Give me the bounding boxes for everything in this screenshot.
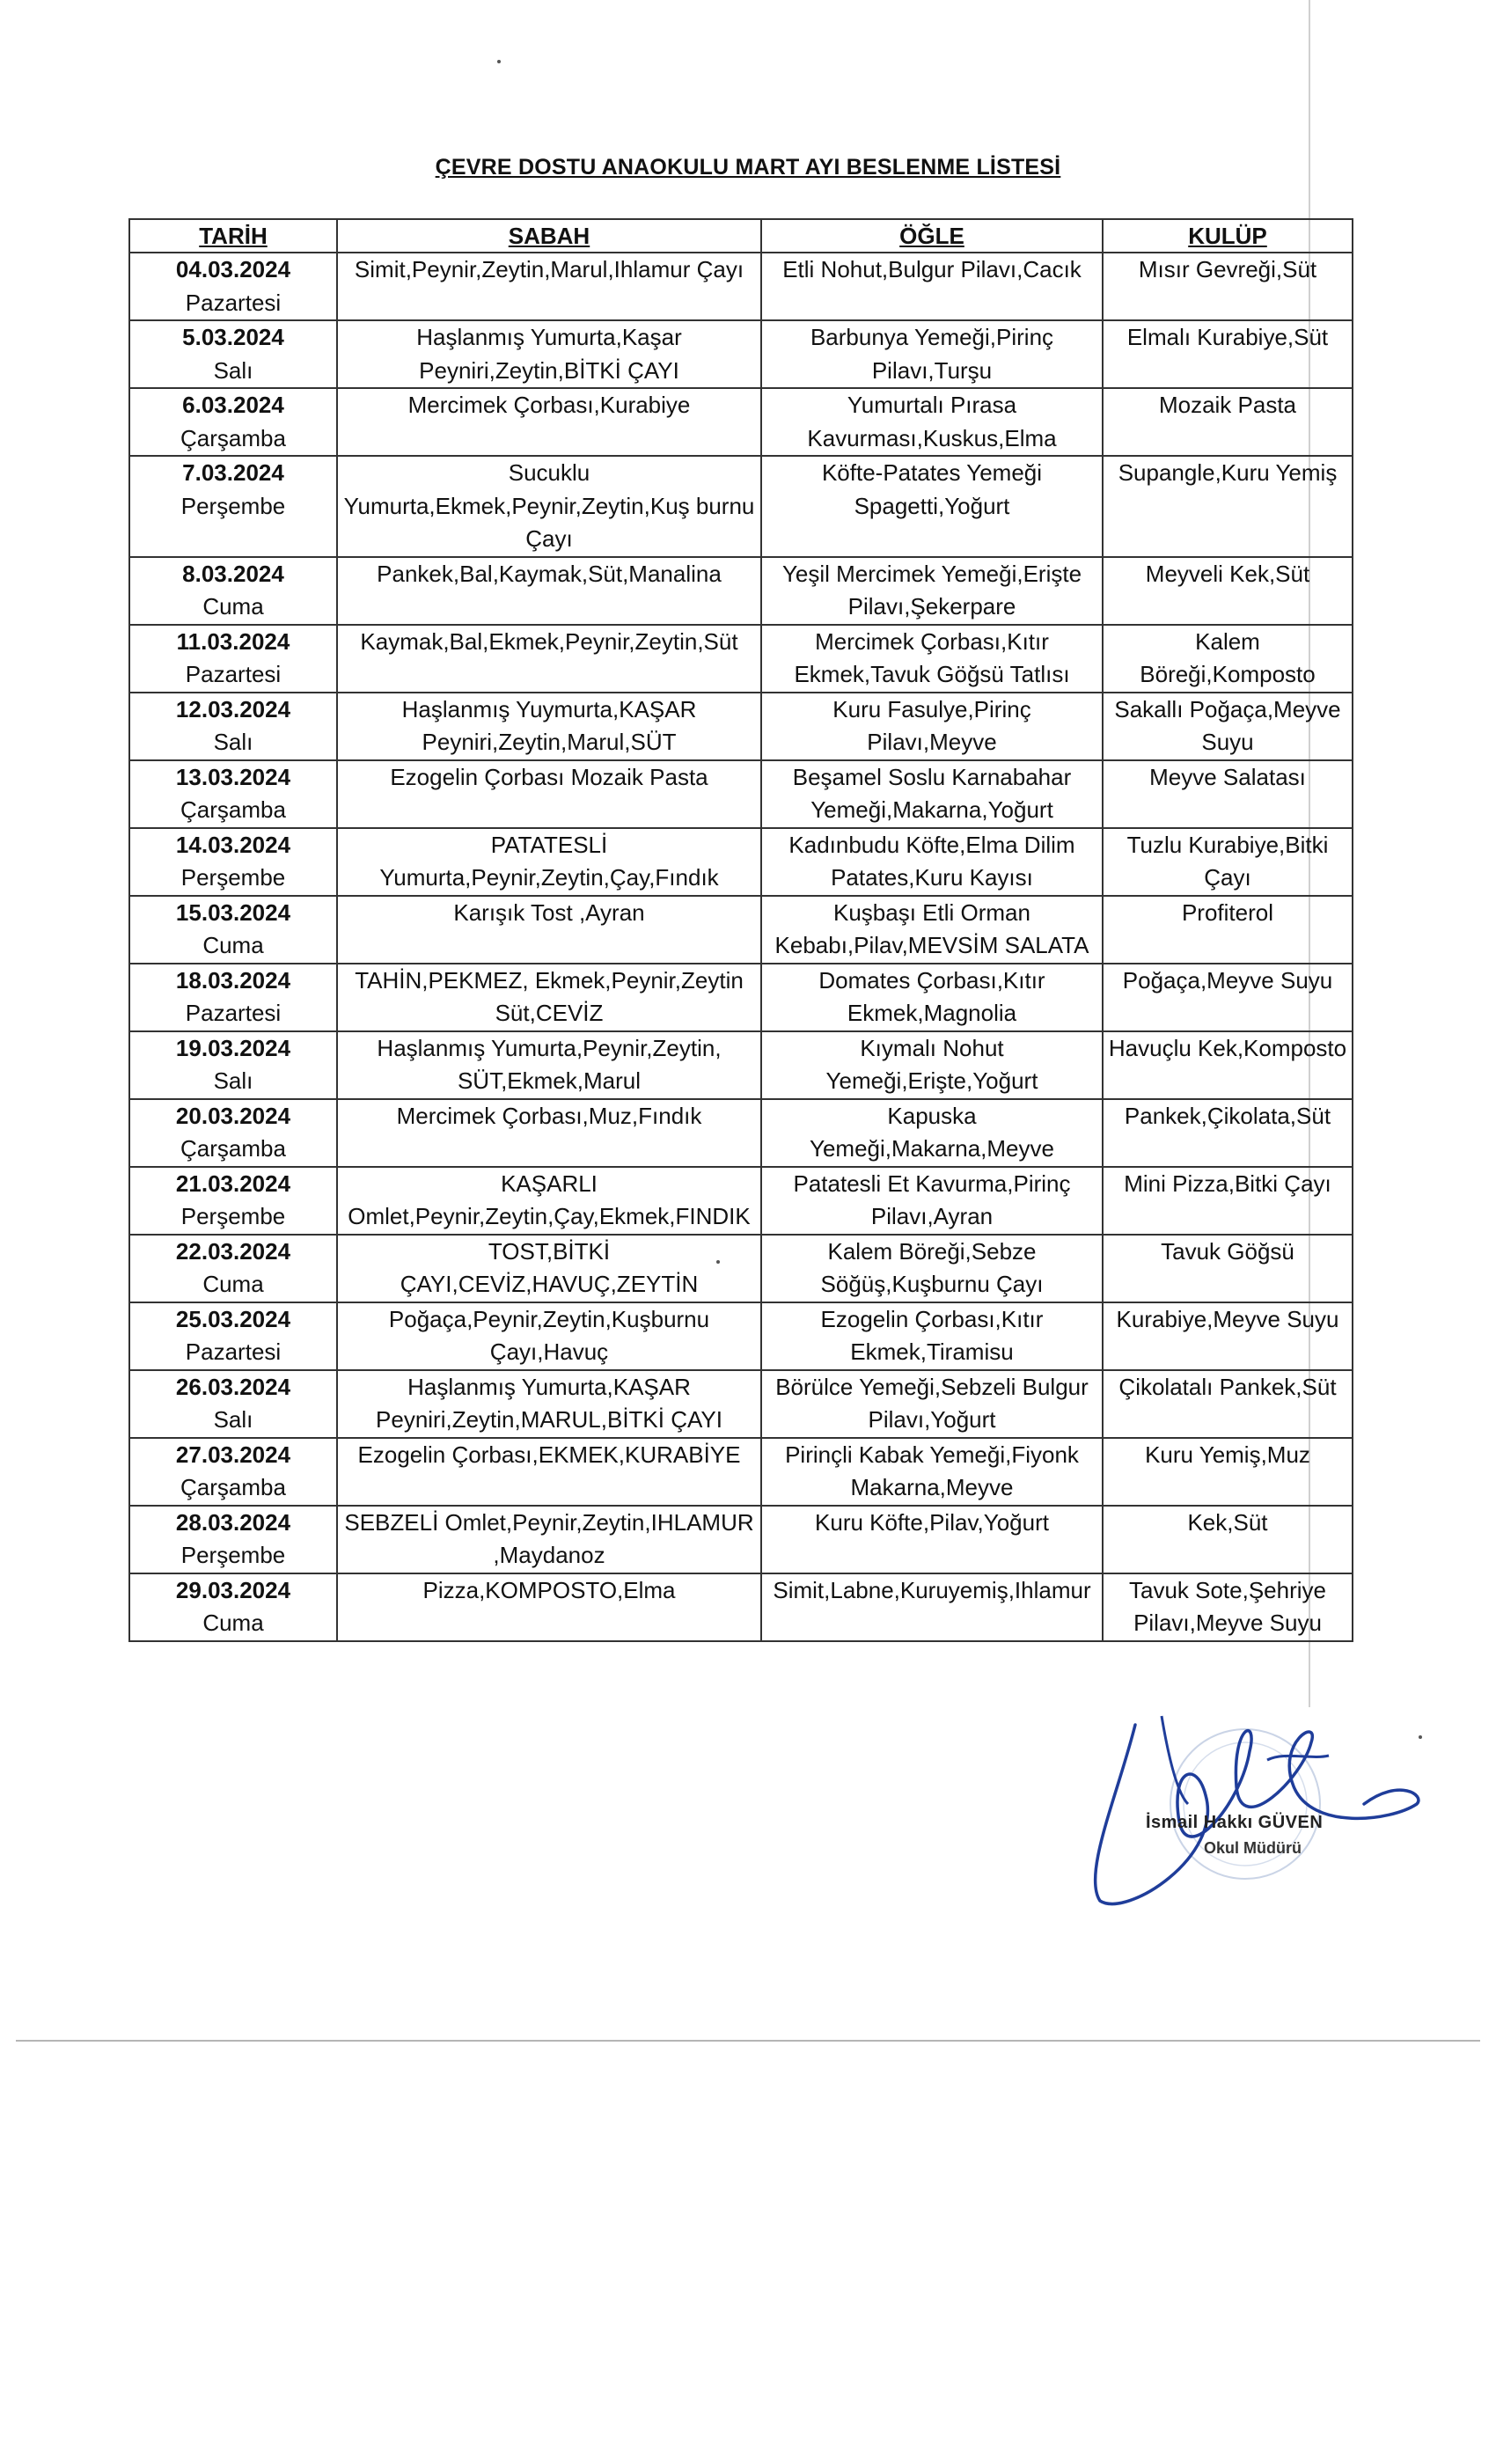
date-value: 6.03.2024 [182, 392, 284, 418]
lunch-cell: Kadınbudu Köfte,Elma Dilim Patates,Kuru Kayısı [761, 828, 1103, 896]
lunch-cell: Ezogelin Çorbası,Kıtır Ekmek,Tiramisu [761, 1302, 1103, 1370]
header-sabah: SABAH [337, 219, 761, 253]
table-row [129, 964, 1353, 1031]
header-kulup: KULÜP [1103, 219, 1353, 253]
lunch-cell: Kuşbaşı Etli Orman Kebabı,Pilav,MEVSİM SALATA [761, 896, 1103, 964]
breakfast-cell: TAHİN,PEKMEZ, Ekmek,Peynir,Zeytin Süt,CEVİZ [337, 964, 761, 1031]
table-row [129, 625, 1353, 693]
table-row [129, 1031, 1353, 1099]
lunch-cell: Yeşil Mercimek Yemeği,Erişte Pilavı,Şekerpare [761, 557, 1103, 625]
date-value: 11.03.2024 [176, 627, 290, 655]
table-row [129, 693, 1353, 760]
date-cell [129, 693, 337, 760]
table-row [129, 320, 1353, 388]
weekday: Pazartesi [185, 289, 282, 316]
date-value: 04.03.2024 [175, 256, 291, 282]
date-value: 7.03.2024 [182, 459, 284, 486]
date-cell [129, 760, 337, 828]
breakfast-cell: Kaymak,Bal,Ekmek,Peynir,Zeytin,Süt [337, 625, 761, 693]
lunch-cell: Börülce Yemeği,Sebzeli Bulgur Pilavı,Yoğurt [761, 1370, 1103, 1438]
breakfast-cell: Haşlanmış Yumurta,Peynir,Zeytin, SÜT,Ekmek,Marul [337, 1031, 761, 1099]
weekday: Cuma [202, 1271, 264, 1297]
table-header-row [129, 219, 1353, 253]
date-cell [129, 1438, 337, 1506]
date-value: 18.03.2024 [175, 966, 291, 994]
lunch-cell: Kapuska Yemeği,Makarna,Meyve [761, 1099, 1103, 1167]
breakfast-cell: SEBZELİ Omlet,Peynir,Zeytin,IHLAMUR ,Maydanoz [337, 1506, 761, 1573]
table-row [129, 1235, 1353, 1302]
date-cell [129, 1099, 337, 1167]
weekday: Salı [213, 356, 253, 384]
lunch-cell: Patatesli Et Kavurma,Pirinç Pilavı,Ayran [761, 1167, 1103, 1235]
scan-speck [497, 60, 501, 63]
date-cell [129, 1302, 337, 1370]
date-value: 22.03.2024 [175, 1237, 291, 1265]
date-value: 28.03.2024 [175, 1508, 291, 1536]
weekday: Perşembe [180, 864, 286, 891]
table-row [129, 1573, 1353, 1641]
date-cell [129, 1370, 337, 1438]
date-value: 14.03.2024 [175, 831, 291, 858]
lunch-cell: Köfte-Patates Yemeği Spagetti,Yoğurt [761, 456, 1103, 557]
table-row [129, 828, 1353, 896]
breakfast-cell: Haşlanmış Yumurta,KAŞAR Peyniri,Zeytin,MARUL,BİTKİ ÇAYI [337, 1370, 761, 1438]
club-snack-cell: Çikolatalı Pankek,Süt [1103, 1370, 1353, 1438]
lunch-cell: Yumurtalı Pırasa Kavurması,Kuskus,Elma [761, 388, 1103, 456]
lunch-cell: Barbunya Yemeği,Pirinç Pilavı,Turşu [761, 320, 1103, 388]
club-snack-cell: Kuru Yemiş,Muz [1103, 1438, 1353, 1506]
date-cell [129, 1031, 337, 1099]
weekday: Pazartesi [185, 1338, 282, 1365]
date-cell [129, 1235, 337, 1302]
table-row [129, 1438, 1353, 1506]
lunch-cell: Pirinçli Kabak Yemeği,Fiyonk Makarna,Meyve [761, 1438, 1103, 1506]
club-snack-cell: Meyveli Kek,Süt [1103, 557, 1353, 625]
breakfast-cell: Simit,Peynir,Zeytin,Marul,Ihlamur Çayı [337, 253, 761, 320]
table-row [129, 253, 1353, 320]
lunch-cell: Mercimek Çorbası,Kıtır Ekmek,Tavuk Göğsü Tatlısı [761, 625, 1103, 693]
date-cell [129, 896, 337, 964]
lunch-cell: Domates Çorbası,Kıtır Ekmek,Magnolia [761, 964, 1103, 1031]
club-snack-cell: Sakallı Poğaça,Meyve Suyu [1103, 693, 1353, 760]
breakfast-cell: Ezogelin Çorbası,EKMEK,KURABİYE [337, 1438, 761, 1506]
club-snack-cell: Poğaça,Meyve Suyu [1103, 964, 1353, 1031]
breakfast-cell: Pankek,Bal,Kaymak,Süt,Manalina [337, 557, 761, 625]
club-snack-cell: Kalem Böreği,Komposto [1103, 625, 1353, 693]
breakfast-cell: Mercimek Çorbası,Kurabiye [337, 388, 761, 456]
date-value: 20.03.2024 [175, 1102, 291, 1129]
club-snack-cell: Tavuk Göğsü [1103, 1235, 1353, 1302]
date-value: 12.03.2024 [175, 695, 291, 722]
club-snack-cell: Pankek,Çikolata,Süt [1103, 1099, 1353, 1167]
weekday: Pazartesi [185, 1000, 282, 1026]
club-snack-cell: Kek,Süt [1103, 1506, 1353, 1573]
date-value: 29.03.2024 [175, 1576, 291, 1603]
date-cell [129, 320, 337, 388]
table-row [129, 557, 1353, 625]
weekday: Perşembe [180, 1203, 286, 1229]
date-cell [129, 1573, 337, 1641]
date-cell [129, 388, 337, 456]
club-snack-cell: Meyve Salatası [1103, 760, 1353, 828]
club-snack-cell: Profiterol [1103, 896, 1353, 964]
page-title: ÇEVRE DOSTU ANAOKULU MART AYI BESLENME LİSTESİ [435, 155, 1061, 180]
table-row [129, 388, 1353, 456]
breakfast-cell: Mercimek Çorbası,Muz,Fındık [337, 1099, 761, 1167]
club-snack-cell: Tuzlu Kurabiye,Bitki Çayı [1103, 828, 1353, 896]
date-value: 25.03.2024 [175, 1305, 291, 1332]
scan-artifact-line [16, 2040, 1480, 2042]
breakfast-cell: Pizza,KOMPOSTO,Elma [337, 1573, 761, 1641]
club-snack-cell: Supangle,Kuru Yemiş [1103, 456, 1353, 557]
club-snack-cell: Mini Pizza,Bitki Çayı [1103, 1167, 1353, 1235]
breakfast-cell: Sucuklu Yumurta,Ekmek,Peynir,Zeytin,Kuş burnu Çayı [337, 456, 761, 557]
date-cell [129, 625, 337, 693]
club-snack-cell: Tavuk Sote,Şehriye Pilavı,Meyve Suyu [1103, 1573, 1353, 1641]
breakfast-cell: Haşlanmış Yuymurta,KAŞAR Peyniri,Zeytin,Marul,SÜT [337, 693, 761, 760]
weekday: Perşembe [180, 492, 286, 519]
club-snack-cell: Mısır Gevreği,Süt [1103, 253, 1353, 320]
menu-table [128, 218, 1353, 1642]
header-ogle: ÖĞLE [761, 219, 1103, 253]
date-value: 26.03.2024 [175, 1373, 291, 1400]
breakfast-cell: PATATESLİ Yumurta,Peynir,Zeytin,Çay,Fındık [337, 828, 761, 896]
club-snack-cell: Mozaik Pasta [1103, 388, 1353, 456]
weekday: Cuma [202, 1610, 264, 1636]
lunch-cell: Kıymalı Nohut Yemeği,Erişte,Yoğurt [761, 1031, 1103, 1099]
breakfast-cell: TOST,BİTKİ ÇAYI,CEVİZ,HAVUÇ,ZEYTİN [337, 1235, 761, 1302]
weekday: Salı [213, 1067, 253, 1094]
scan-speck [716, 1260, 720, 1264]
weekday: Çarşamba [180, 424, 286, 451]
date-value: 27.03.2024 [175, 1441, 291, 1468]
date-cell [129, 456, 337, 557]
lunch-cell: Kuru Fasulye,Pirinç Pilavı,Meyve [761, 693, 1103, 760]
weekday: Perşembe [180, 1542, 286, 1568]
table-row [129, 1370, 1353, 1438]
table-row [129, 456, 1353, 557]
breakfast-cell: Karışık Tost ,Ayran [337, 896, 761, 964]
weekday: Cuma [202, 932, 264, 958]
date-cell [129, 1167, 337, 1235]
date-value: 5.03.2024 [182, 324, 284, 350]
weekday: Salı [213, 1406, 253, 1433]
date-cell [129, 1506, 337, 1573]
lunch-cell: Beşamel Soslu Karnabahar Yemeği,Makarna,Yoğurt [761, 760, 1103, 828]
weekday: Cuma [202, 593, 264, 620]
weekday: Pazartesi [185, 661, 282, 687]
lunch-cell: Etli Nohut,Bulgur Pilavı,Cacık [761, 253, 1103, 320]
date-value: 13.03.2024 [175, 763, 291, 790]
signature-stamp [1047, 1672, 1426, 1910]
weekday: Çarşamba [180, 796, 286, 823]
lunch-cell: Kuru Köfte,Pilav,Yoğurt [761, 1506, 1103, 1573]
table-row [129, 1099, 1353, 1167]
stamp-name-text: İsmail Hakkı GÜVEN [1146, 1813, 1324, 1832]
table-row [129, 896, 1353, 964]
table-row [129, 760, 1353, 828]
table-row [129, 1167, 1353, 1235]
table-row [129, 1506, 1353, 1573]
breakfast-cell: Ezogelin Çorbası Mozaik Pasta [337, 760, 761, 828]
breakfast-cell: KAŞARLI Omlet,Peynir,Zeytin,Çay,Ekmek,FINDIK [337, 1167, 761, 1235]
date-cell [129, 828, 337, 896]
menu-table-body [129, 253, 1353, 1641]
weekday: Çarşamba [180, 1135, 286, 1162]
date-cell [129, 253, 337, 320]
club-snack-cell: Kurabiye,Meyve Suyu [1103, 1302, 1353, 1370]
breakfast-cell: Poğaça,Peynir,Zeytin,Kuşburnu Çayı,Havuç [337, 1302, 761, 1370]
scan-speck [1419, 1735, 1422, 1739]
breakfast-cell: Haşlanmış Yumurta,Kaşar Peyniri,Zeytin,BİTKİ ÇAYI [337, 320, 761, 388]
header-tarih: TARİH [129, 219, 337, 253]
table-row [129, 1302, 1353, 1370]
date-value: 15.03.2024 [175, 898, 291, 926]
date-value: 8.03.2024 [182, 560, 284, 587]
club-snack-cell: Elmalı Kurabiye,Süt [1103, 320, 1353, 388]
weekday: Salı [213, 729, 253, 755]
date-value: 21.03.2024 [175, 1170, 291, 1197]
stamp-title-text: Okul Müdürü [1204, 1839, 1302, 1857]
date-cell [129, 557, 337, 625]
date-cell [129, 964, 337, 1031]
date-value: 19.03.2024 [175, 1034, 291, 1061]
weekday: Çarşamba [180, 1474, 286, 1500]
lunch-cell: Simit,Labne,Kuruyemiş,Ihlamur [761, 1573, 1103, 1641]
club-snack-cell: Havuçlu Kek,Komposto [1103, 1031, 1353, 1099]
lunch-cell: Kalem Böreği,Sebze Söğüş,Kuşburnu Çayı [761, 1235, 1103, 1302]
